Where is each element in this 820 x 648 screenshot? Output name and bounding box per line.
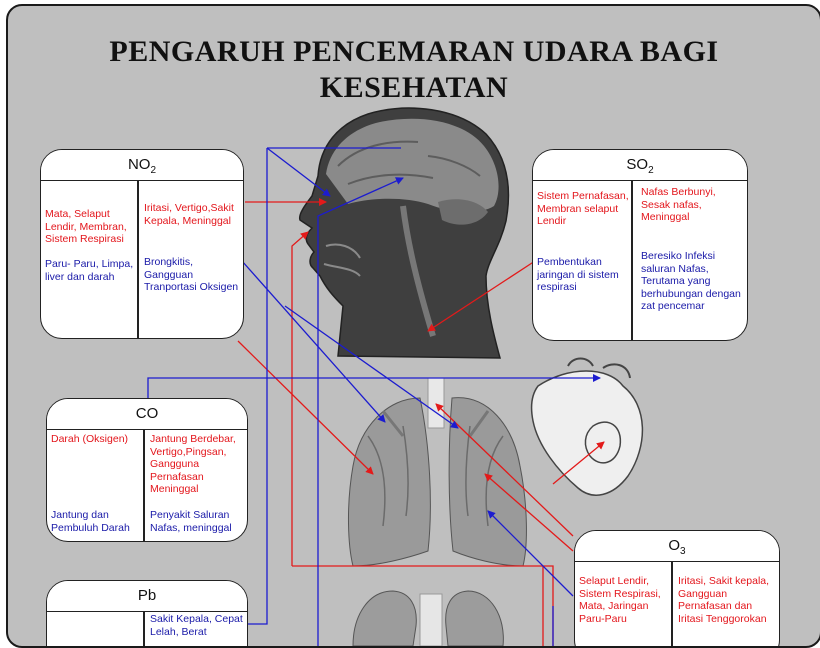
co-affected-organs-2: Jantung dan Pembuluh Darah — [51, 509, 130, 534]
co-box — [46, 398, 248, 542]
so2-affected-organs: Sistem Pernafasan, Membran selaput Lendir — [537, 190, 629, 227]
so2-header: $SO_2$ — [533, 150, 747, 181]
title-line-2: KESEHATAN — [319, 71, 509, 104]
no2-effects: Iritasi, Vertigo,Sakit Kepala, Meninggal — [144, 202, 234, 227]
co-affected-organs: Darah (Oksigen) — [51, 433, 129, 445]
title-line-1: PENGARUH PENCEMARAN UDARA BAGI — [109, 35, 719, 68]
co-effects-2: Penyakit Saluran Nafas, meninggal — [150, 509, 232, 534]
no2-affected-organs-2: Paru- Paru, Limpa, liver dan darah — [45, 258, 134, 283]
no2-box — [40, 149, 244, 339]
no2-effects-2: Brongkitis, Gangguan Tranportasi Oksigen — [144, 256, 239, 293]
head-anatomy-image — [300, 108, 509, 358]
so2-effects: Nafas Berbunyi, Sesak nafas, Meninggal — [641, 186, 716, 223]
so2-box — [532, 149, 748, 341]
pb-box — [46, 580, 248, 648]
poster-title — [8, 34, 820, 106]
heart-anatomy-image — [532, 359, 643, 496]
o3-header: $O_3$ — [575, 531, 779, 562]
co-effects: Jantung Berdebar, Vertigo,Pingsan, Gangguna Pernafasan Meninggal — [150, 433, 236, 495]
kidney-anatomy-image — [353, 591, 503, 646]
pb-header: Pb — [47, 581, 247, 612]
pb-effects: Sakit Kepala, Cepat Lelah, Berat — [150, 613, 243, 638]
poster-background — [6, 4, 820, 648]
o3-affected-organs: Selaput Lendir, Sistem Respirasi, Mata, Jaringan Paru-Paru — [579, 575, 661, 625]
no2-header: $NO_2$ — [41, 150, 243, 181]
so2-affected-organs-2: Pembentukan jaringan di sistem respirasi — [537, 256, 619, 293]
no2-affected-organs: Mata, Selaput Lendir, Membran, Sistem Respirasi — [45, 208, 127, 245]
co-header: CO — [47, 399, 247, 430]
so2-effects-2: Beresiko Infeksi saluran Nafas, Terutama yang berhubungan dengan zat pencemar — [641, 250, 741, 312]
o3-box — [574, 530, 780, 648]
o3-effects: Iritasi, Sakit kepala, Gangguan Pernafasan dan Iritasi Tenggorokan — [678, 575, 770, 625]
